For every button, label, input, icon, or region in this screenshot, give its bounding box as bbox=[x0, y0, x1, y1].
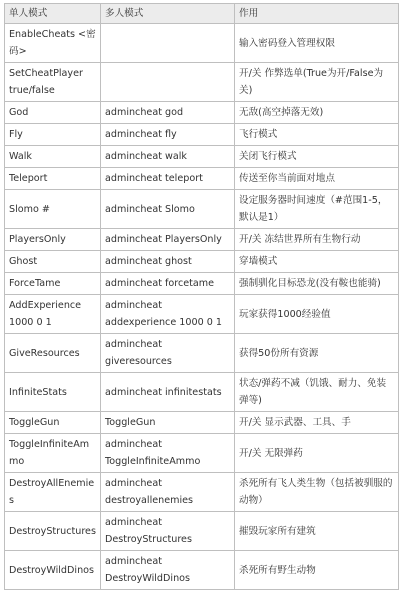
single-command-cell: Slomo # bbox=[5, 190, 101, 229]
multi-command-cell: admincheat Slomo bbox=[101, 190, 235, 229]
single-command-cell: GiveResources bbox=[5, 334, 101, 373]
table-row bbox=[5, 295, 399, 334]
effect-cell: 获得50份所有资源 bbox=[235, 334, 399, 373]
effect-cell: 状态/弹药不减（饥饿、耐力、免装弹等) bbox=[235, 373, 399, 412]
effect-cell: 开/关 无限弹药 bbox=[235, 434, 399, 473]
single-command-cell: AddExperience 1000 0 1 bbox=[5, 295, 101, 334]
multi-command-cell: admincheat giveresources bbox=[101, 334, 235, 373]
multi-command-cell: admincheat forcetame bbox=[101, 273, 235, 295]
multi-command-cell: admincheat DestroyStructures bbox=[101, 512, 235, 551]
cheat-command-table bbox=[4, 3, 399, 590]
effect-cell: 关闭飞行模式 bbox=[235, 146, 399, 168]
single-command-cell: InfiniteStats bbox=[5, 373, 101, 412]
single-command-cell: SetCheatPlayer true/false bbox=[5, 63, 101, 102]
table-row bbox=[5, 251, 399, 273]
table-row bbox=[5, 334, 399, 373]
effect-cell: 杀死所有飞人类生物（包括被驯服的动物） bbox=[235, 473, 399, 512]
multi-command-cell: admincheat teleport bbox=[101, 168, 235, 190]
effect-cell: 输入密码登入管理权限 bbox=[235, 24, 399, 63]
table-row bbox=[5, 63, 399, 102]
table-row bbox=[5, 434, 399, 473]
effect-cell: 开/关 显示武器、工具、手 bbox=[235, 412, 399, 434]
single-command-cell: ForceTame bbox=[5, 273, 101, 295]
single-command-cell: God bbox=[5, 102, 101, 124]
single-command-cell: EnableCheats <密码> bbox=[5, 24, 101, 63]
multi-command-cell: admincheat walk bbox=[101, 146, 235, 168]
single-command-cell: PlayersOnly bbox=[5, 229, 101, 251]
table-row bbox=[5, 229, 399, 251]
effect-cell: 飞行模式 bbox=[235, 124, 399, 146]
single-command-cell: Teleport bbox=[5, 168, 101, 190]
effect-cell: 传送至你当前面对地点 bbox=[235, 168, 399, 190]
multi-command-cell: ToggleGun bbox=[101, 412, 235, 434]
single-command-cell: ToggleInfiniteAmmo bbox=[5, 434, 101, 473]
header-multi-player: 多人模式 bbox=[101, 4, 235, 24]
multi-command-cell: admincheat infinitestats bbox=[101, 373, 235, 412]
multi-command-cell: admincheat god bbox=[101, 102, 235, 124]
table-row bbox=[5, 551, 399, 590]
multi-command-cell: admincheat ToggleInfiniteAmmo bbox=[101, 434, 235, 473]
effect-cell: 强制驯化目标恐龙(没有鞍也能骑) bbox=[235, 273, 399, 295]
multi-command-cell: admincheat addexperience 1000 0 1 bbox=[101, 295, 235, 334]
table-row bbox=[5, 473, 399, 512]
multi-command-cell: admincheat DestroyWildDinos bbox=[101, 551, 235, 590]
table-row bbox=[5, 146, 399, 168]
multi-command-cell: admincheat destroyallenemies bbox=[101, 473, 235, 512]
single-command-cell: Ghost bbox=[5, 251, 101, 273]
multi-command-cell: admincheat ghost bbox=[101, 251, 235, 273]
header-effect: 作用 bbox=[235, 4, 399, 24]
table-row bbox=[5, 412, 399, 434]
single-command-cell: DestroyAllEnemies bbox=[5, 473, 101, 512]
single-command-cell: Fly bbox=[5, 124, 101, 146]
effect-cell: 无敌(高空掉落无效) bbox=[235, 102, 399, 124]
effect-cell: 摧毁玩家所有建筑 bbox=[235, 512, 399, 551]
table-row bbox=[5, 168, 399, 190]
header-single-player: 单人模式 bbox=[5, 4, 101, 24]
multi-command-cell: admincheat fly bbox=[101, 124, 235, 146]
effect-cell: 设定服务器时间速度（#范围1-5，默认是1） bbox=[235, 190, 399, 229]
table-row bbox=[5, 124, 399, 146]
table-row bbox=[5, 190, 399, 229]
single-command-cell: Walk bbox=[5, 146, 101, 168]
multi-command-cell bbox=[101, 24, 235, 63]
single-command-cell: ToggleGun bbox=[5, 412, 101, 434]
table-row bbox=[5, 373, 399, 412]
table-row bbox=[5, 273, 399, 295]
effect-cell: 玩家获得1000经验值 bbox=[235, 295, 399, 334]
single-command-cell: DestroyStructures bbox=[5, 512, 101, 551]
effect-cell: 开/关 冻结世界所有生物行动 bbox=[235, 229, 399, 251]
effect-cell: 穿墙模式 bbox=[235, 251, 399, 273]
multi-command-cell: admincheat PlayersOnly bbox=[101, 229, 235, 251]
table-row bbox=[5, 512, 399, 551]
single-command-cell: DestroyWildDinos bbox=[5, 551, 101, 590]
table-row bbox=[5, 24, 399, 63]
table-row bbox=[5, 102, 399, 124]
effect-cell: 开/关 作弊选单(True为开/False为关) bbox=[235, 63, 399, 102]
table-header-row bbox=[5, 4, 399, 24]
multi-command-cell bbox=[101, 63, 235, 102]
effect-cell: 杀死所有野生动物 bbox=[235, 551, 399, 590]
